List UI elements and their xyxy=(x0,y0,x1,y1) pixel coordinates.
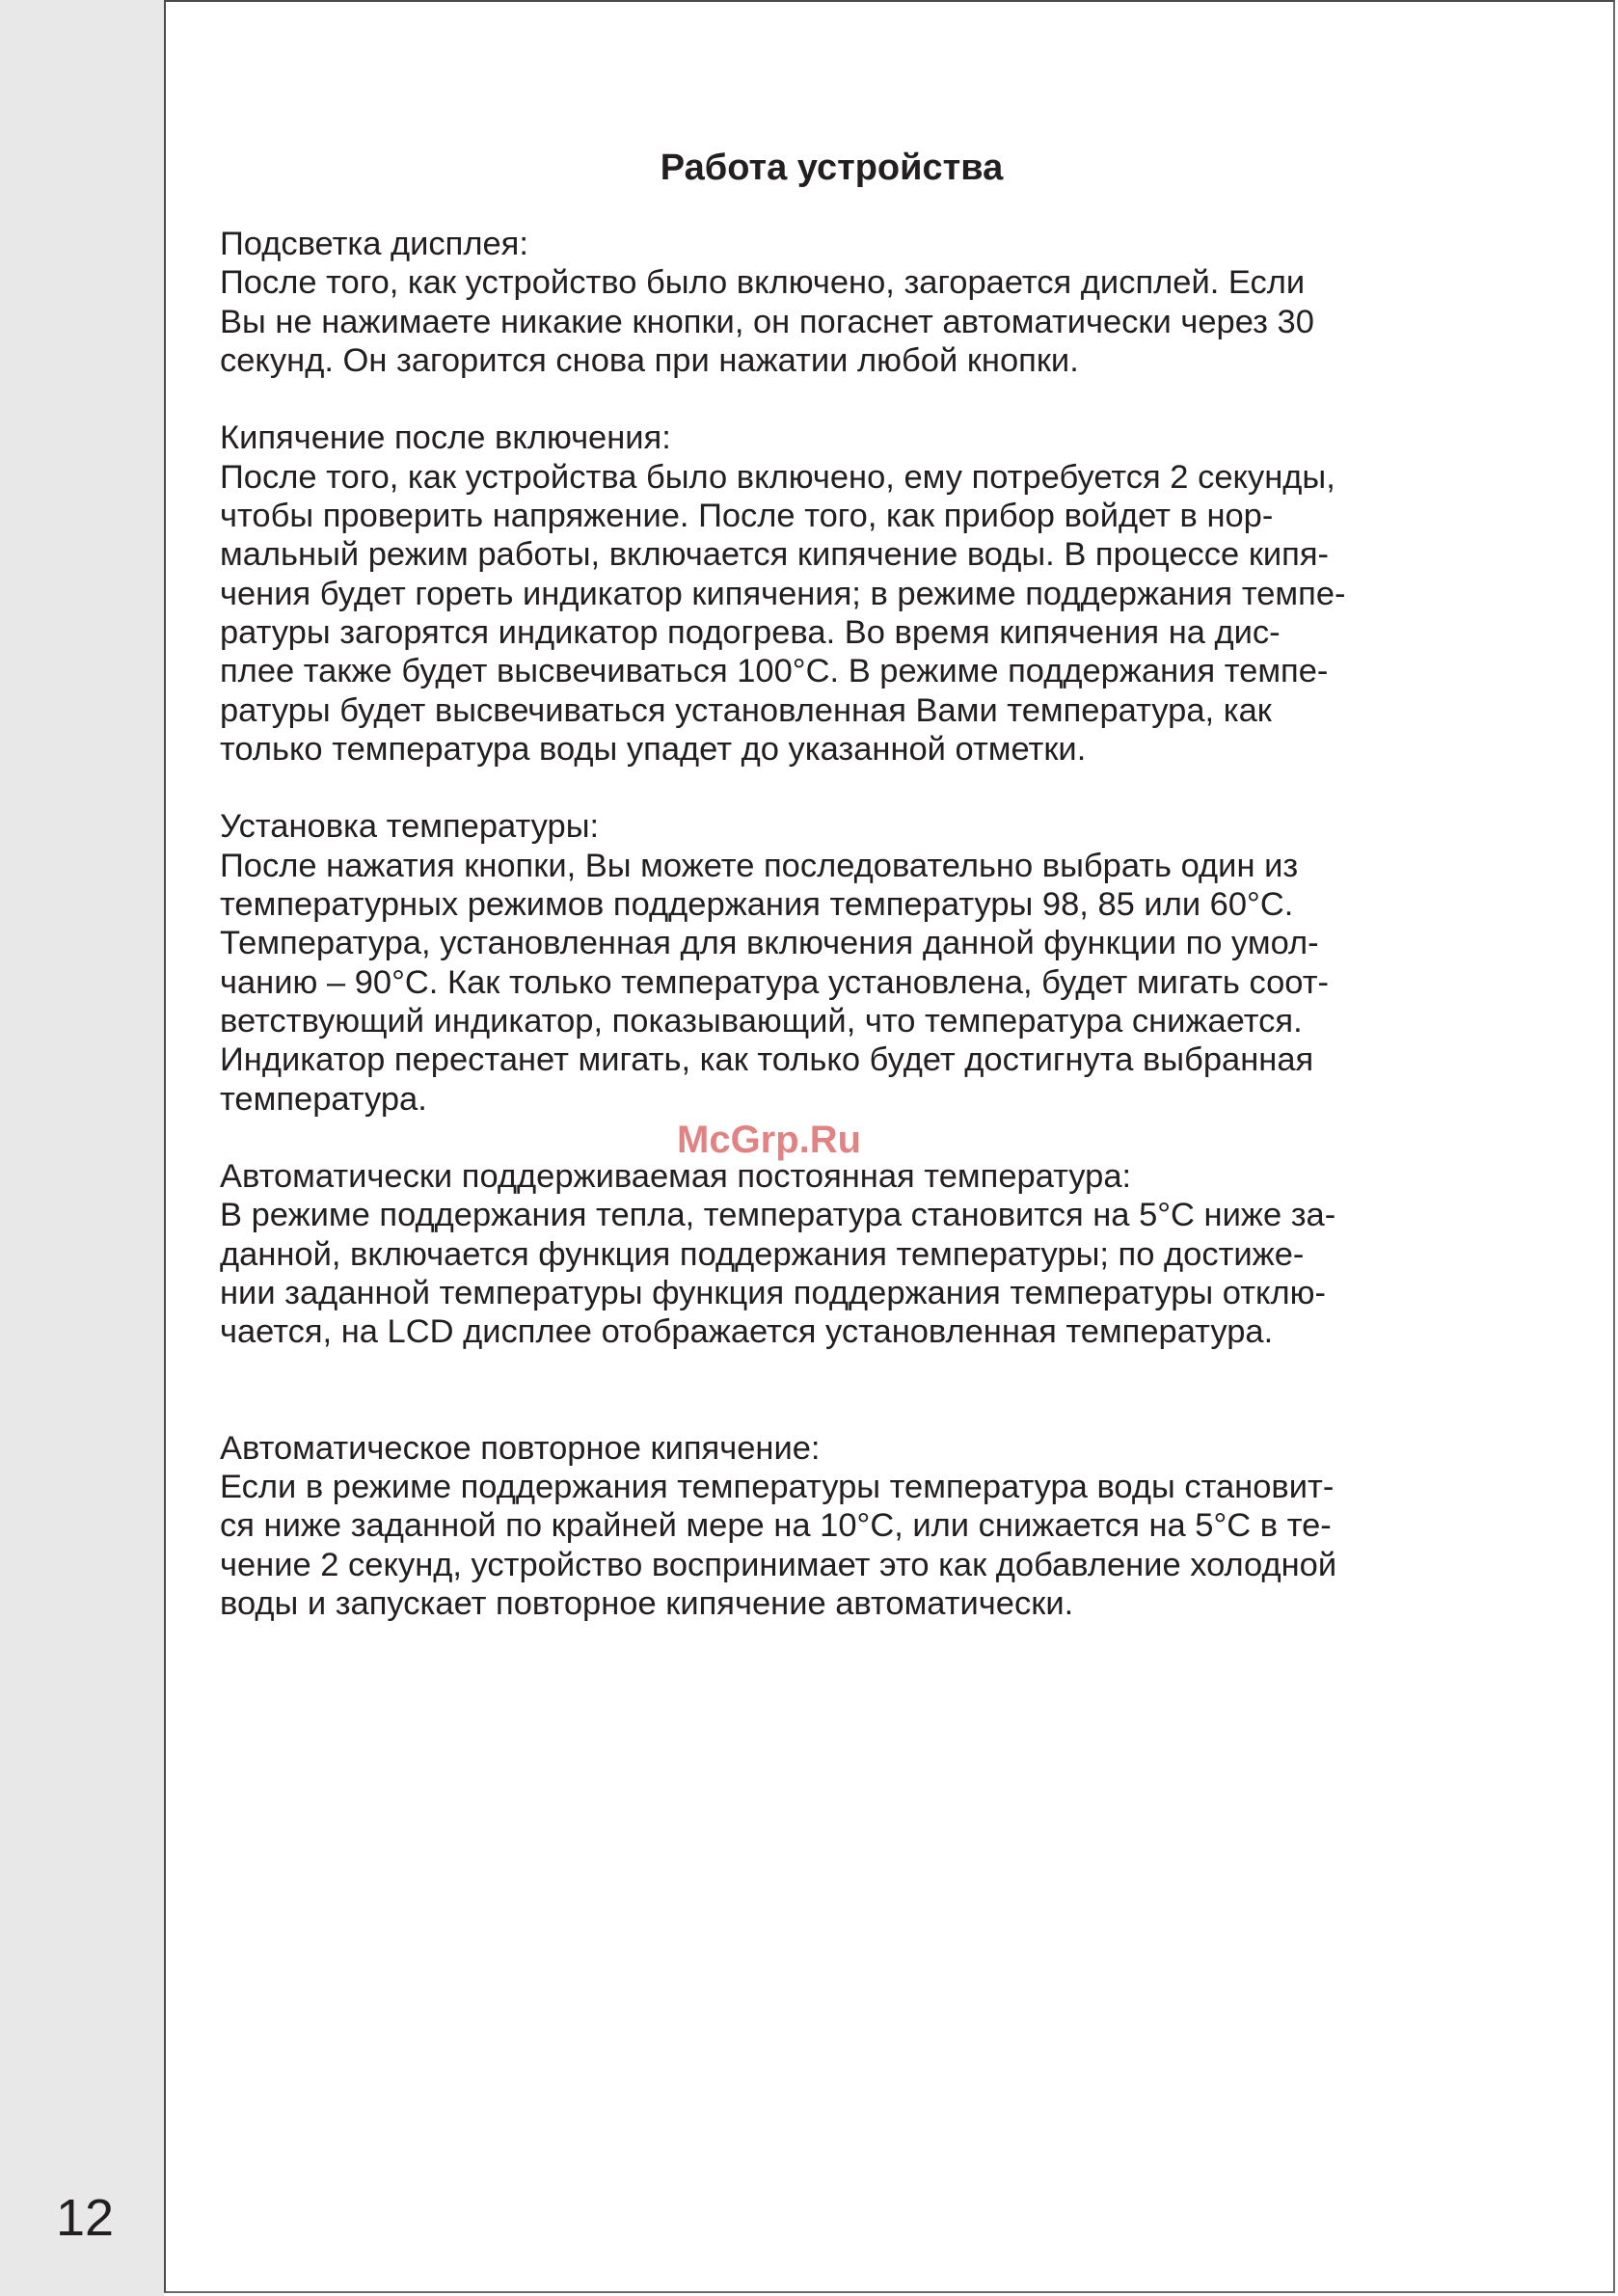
paragraph-line: Температура, установленная для включения данной функции по умол- xyxy=(220,925,1319,962)
paragraph-line: воды и запускает повторное кипячение автоматически. xyxy=(220,1584,1074,1622)
paragraph-line: Вы не нажимаете никакие кнопки, он погаснет автоматически через 30 xyxy=(220,303,1314,340)
paragraph-line: мальный режим работы, включается кипячение воды. В процессе кипя- xyxy=(220,536,1330,574)
paragraph-line: чтобы проверить напряжение. После того, как прибор войдет в нор- xyxy=(220,498,1274,535)
paragraph-line: чения будет гореть индикатор кипячения; в режиме поддержания темпе- xyxy=(220,575,1346,612)
section-heading: Автоматически поддерживаемая постоянная температура: xyxy=(220,1158,1132,1196)
section-heading: Кипячение после включения: xyxy=(220,419,671,457)
paragraph-line: нии заданной температуры функция поддержания температуры отклю- xyxy=(220,1275,1327,1312)
paragraph-line: ратуры загорятся индикатор подогрева. Во время кипячения на дис- xyxy=(220,613,1281,651)
paragraph-line: плее также будет высвечиваться 100°C. В режиме поддержания темпе- xyxy=(220,653,1329,690)
paragraph-line: чается, на LCD дисплее отображается установленная температура. xyxy=(220,1313,1274,1351)
paragraph-line: чанию – 90°С. Как только температура установлена, будет мигать соот- xyxy=(220,963,1329,1001)
section-heading: Подсветка дисплея: xyxy=(220,226,528,262)
paragraph-line: чение 2 секунд, устройство воспринимает это как добавление холодной xyxy=(220,1546,1337,1583)
paragraph-line: ветствующий индикатор, показывающий, что температура снижается. xyxy=(220,1002,1303,1040)
page-title: Работа устройства xyxy=(660,148,1004,188)
paragraph-line: секунд. Он загорится снова при нажатии любой кнопки. xyxy=(220,341,1079,379)
paragraph-line: После того, как устройства было включено, ему потребуется 2 секунды, xyxy=(220,458,1335,496)
page-margin-strip xyxy=(0,0,164,2296)
document-body xyxy=(220,225,1416,1623)
section-heading: Автоматическое повторное кипячение: xyxy=(220,1429,821,1467)
watermark: McGrp.Ru xyxy=(677,1119,862,1161)
section-boiling-after-power-on xyxy=(220,419,1416,769)
section-auto-reboil xyxy=(220,1429,1416,1623)
paragraph-line: В режиме поддержания тепла, температура становится на 5°С ниже за- xyxy=(220,1197,1336,1234)
section-auto-keep-temperature xyxy=(220,1157,1416,1351)
paragraph-line: После нажатия кнопки, Вы можете последовательно выбрать один из xyxy=(220,847,1299,884)
section-display-backlight xyxy=(220,225,1416,380)
paragraph-line: Индикатор перестанет мигать, как только будет достигнута выбранная xyxy=(220,1041,1314,1079)
paragraph-line: ся ниже заданной по крайней мере на 10°С, или снижается на 5°С в те- xyxy=(220,1507,1332,1545)
section-temperature-setting xyxy=(220,807,1416,1118)
paragraph-line: температурных режимов поддержания температуры 98, 85 или 60°С. xyxy=(220,886,1294,924)
section-heading: Установка температуры: xyxy=(220,808,600,846)
paragraph-line: температура. xyxy=(220,1080,427,1118)
paragraph-line: ратуры будет высвечиваться установленная Вами температура, как xyxy=(220,691,1272,729)
paragraph-line: только температура воды упадет до указанной отметки. xyxy=(220,730,1087,768)
page-number: 12 xyxy=(56,2189,115,2247)
paragraph-line: данной, включается функция поддержания температуры; по достиже- xyxy=(220,1235,1305,1273)
paragraph-line: После того, как устройство было включено, загорается дисплей. Если xyxy=(220,264,1306,302)
paragraph-line: Если в режиме поддержания температуры температура воды становит- xyxy=(220,1468,1335,1505)
